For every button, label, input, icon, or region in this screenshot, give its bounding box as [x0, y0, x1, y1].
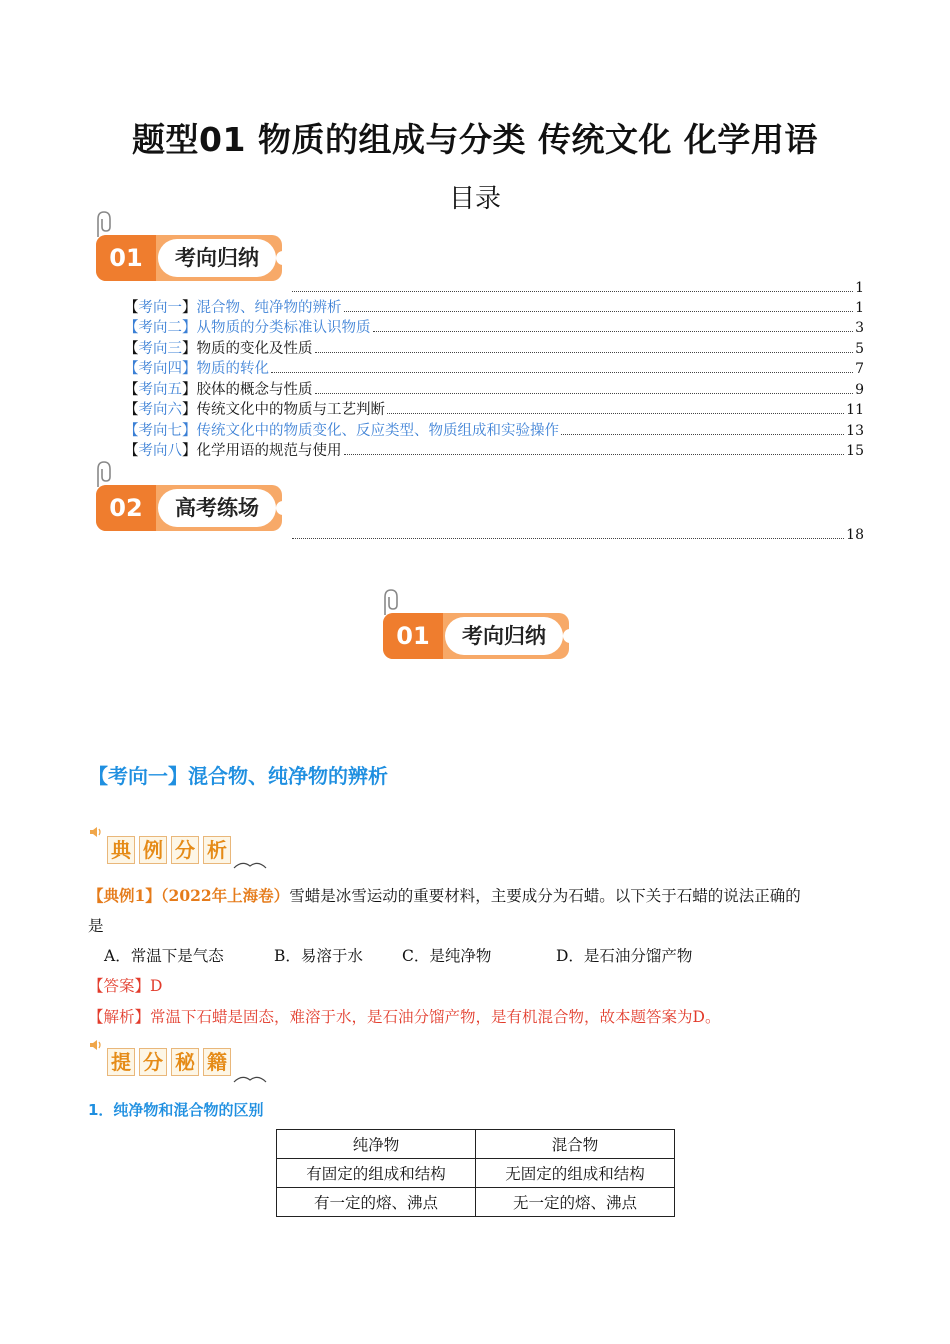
table-cell: 有固定的组成和结构 [277, 1159, 476, 1188]
table-header-cell: 混合物 [476, 1130, 675, 1159]
speaker-icon [88, 1037, 104, 1053]
toc-entry-4[interactable]: 【 考向四 】 物质的转化 7 [124, 361, 864, 377]
section-badge [383, 607, 573, 659]
toc-title: 目录 [448, 184, 501, 214]
tag-char: 析 [203, 836, 231, 864]
tag-char: 典 [107, 836, 135, 864]
option-d: D．是石油分馏产物 [556, 947, 693, 965]
tag-char: 分 [171, 836, 199, 864]
table-row [277, 1188, 675, 1217]
tag-char: 例 [139, 836, 167, 864]
comparison-table [276, 1129, 675, 1217]
option-a: A．常温下是气态 [104, 947, 224, 965]
example-tag-group [107, 836, 231, 864]
option-c: C．是纯净物 [402, 947, 492, 965]
example-stem-cont: 是 [88, 917, 104, 935]
speaker-icon [88, 824, 104, 840]
badge-label: 考向归纳 [445, 617, 563, 655]
tip-1-title: 1．纯净物和混合物的区别 [88, 1101, 264, 1119]
toc-entry-2[interactable]: 【 考向二 】 从物质的分类标准认识物质 3 [124, 320, 864, 336]
table-header-row [277, 1130, 675, 1159]
table-cell: 有一定的熔、沸点 [277, 1188, 476, 1217]
badge-gaokao[interactable] [96, 479, 286, 531]
table-header-cell: 纯净物 [277, 1130, 476, 1159]
toc-entry-1[interactable]: 【 考向一 】 混合物、纯净物的辨析 1 [124, 300, 864, 316]
tag-char: 提 [107, 1048, 135, 1076]
section-heading: 【考向一】混合物、纯净物的辨析 [88, 764, 388, 788]
toc-entry-8[interactable]: 【 考向八 】 化学用语的规范与使用 15 [124, 443, 864, 459]
table-row [277, 1159, 675, 1188]
toc-entry-3[interactable]: 【 考向三 】 物质的变化及性质 5 [124, 341, 864, 357]
badge-label: 考向归纳 [158, 239, 276, 277]
answer-line: 【答案】D [88, 977, 163, 995]
example-stem: 【典例1】（2022年上海卷）雪蜡是冰雪运动的重要材料，主要成分为石蜡。以下关于石蜡的说法正确的 [88, 886, 801, 905]
toc-entry-7[interactable]: 【 考向七 】 传统文化中的物质变化、反应类型、物质组成和实验操作 13 [124, 423, 864, 439]
table-cell: 无一定的熔、沸点 [476, 1188, 675, 1217]
analysis-line: 【解析】常温下石蜡是固态，难溶于水，是石油分馏产物，是有机混合物，故本题答案为D。 [88, 1008, 721, 1026]
tag-char: 秘 [171, 1048, 199, 1076]
table-cell: 无固定的组成和结构 [476, 1159, 675, 1188]
tips-tag-group [107, 1048, 231, 1076]
book-icon [232, 1072, 268, 1084]
tag-char: 分 [139, 1048, 167, 1076]
toc-entry-5[interactable]: 【 考向五 】 胶体的概念与性质 9 [124, 382, 864, 398]
badge-label: 高考练场 [158, 489, 276, 527]
badge-number: 01 [96, 235, 156, 281]
page-title: 题型01 物质的组成与分类 传统文化 化学用语 [132, 120, 818, 159]
badge-kaoxiang[interactable] [96, 229, 286, 281]
book-icon [232, 858, 268, 870]
toc-entry-practice[interactable]: 18 [290, 525, 864, 545]
badge-number: 02 [96, 485, 156, 531]
option-b: B．易溶于水 [274, 947, 363, 965]
badge-number: 01 [383, 613, 443, 659]
tag-char: 籍 [203, 1048, 231, 1076]
toc-entry-6[interactable]: 【 考向六 】 传统文化中的物质与工艺判断 11 [124, 402, 864, 418]
toc-entry-overview[interactable]: 1 [290, 278, 864, 298]
